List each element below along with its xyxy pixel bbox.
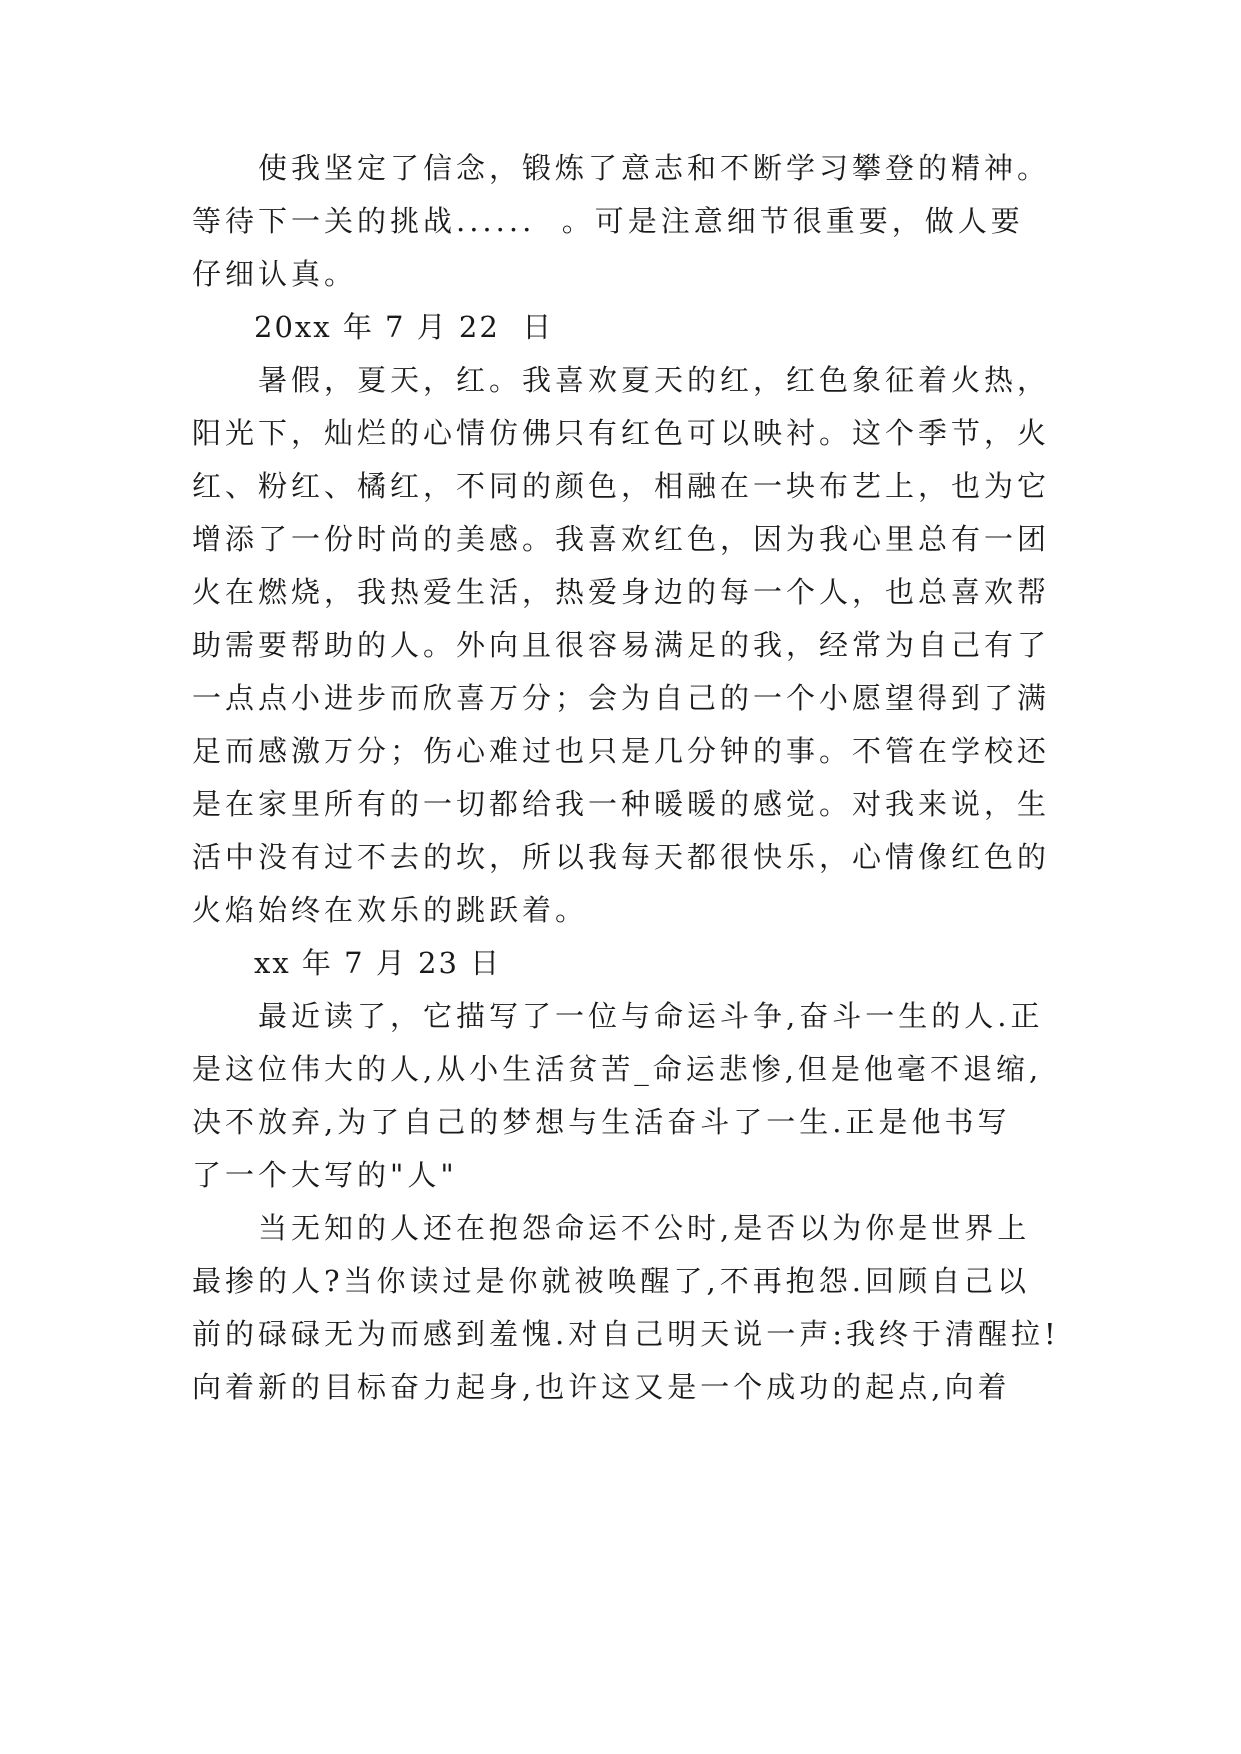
text-line: 火在燃烧，我热爱生活，热爱身边的每一个人，也总喜欢帮 bbox=[192, 575, 1051, 609]
text-line: 等待下一关的挑战...... 。可是注意细节很重要，做人要 bbox=[192, 204, 1024, 238]
text-line: 前的碌碌无为而感到羞愧.对自己明天说一声:我终于清醒拉! bbox=[192, 1317, 1060, 1351]
diary-date: 20xx 年 7 月 22 日 bbox=[254, 310, 554, 344]
text-line: 当无知的人还在抱怨命运不公时,是否以为你是世界上 bbox=[258, 1211, 1031, 1245]
text-line: 火焰始终在欢乐的跳跃着。 bbox=[192, 893, 589, 927]
text-line: 仔细认真。 bbox=[192, 257, 358, 291]
text-line: 阳光下，灿烂的心情仿佛只有红色可以映衬。这个季节，火 bbox=[192, 416, 1051, 450]
text-line: 决不放弃,为了自己的梦想与生活奋斗了一生.正是他书写 bbox=[192, 1105, 1011, 1139]
text-line: 是这位伟大的人,从小生活贫苦_命运悲惨,但是他毫不退缩, bbox=[192, 1052, 1043, 1086]
text-line: 增添了一份时尚的美感。我喜欢红色，因为我心里总有一团 bbox=[192, 522, 1051, 556]
text-line: 最近读了，它描写了一位与命运斗争,奋斗一生的人.正 bbox=[258, 999, 1044, 1033]
text-line: 助需要帮助的人。外向且很容易满足的我，经常为自己有了 bbox=[192, 628, 1051, 662]
diary-date: xx 年 7 月 23 日 bbox=[254, 946, 502, 980]
text-line: 是在家里所有的一切都给我一种暖暖的感觉。对我来说，生 bbox=[192, 787, 1051, 821]
text-line: 了一个大写的"人" bbox=[192, 1158, 458, 1192]
text-line: 红、粉红、橘红，不同的颜色，相融在一块布艺上，也为它 bbox=[192, 469, 1051, 503]
text-line: 向着新的目标奋力起身,也许这又是一个成功的起点,向着 bbox=[192, 1370, 1011, 1404]
text-line: 最掺的人?当你读过是你就被唤醒了,不再抱怨.回顾自己以 bbox=[192, 1264, 1030, 1298]
text-line: 使我坚定了信念，锻炼了意志和不断学习攀登的精神。 bbox=[258, 151, 1051, 185]
text-line: 足而感激万分；伤心难过也只是几分钟的事。不管在学校还 bbox=[192, 734, 1051, 768]
text-line: 活中没有过不去的坎，所以我每天都很快乐，心情像红色的 bbox=[192, 840, 1051, 874]
text-line: 暑假，夏天，红。我喜欢夏天的红，红色象征着火热， bbox=[258, 363, 1051, 397]
text-line: 一点点小进步而欣喜万分；会为自己的一个小愿望得到了满 bbox=[192, 681, 1051, 715]
